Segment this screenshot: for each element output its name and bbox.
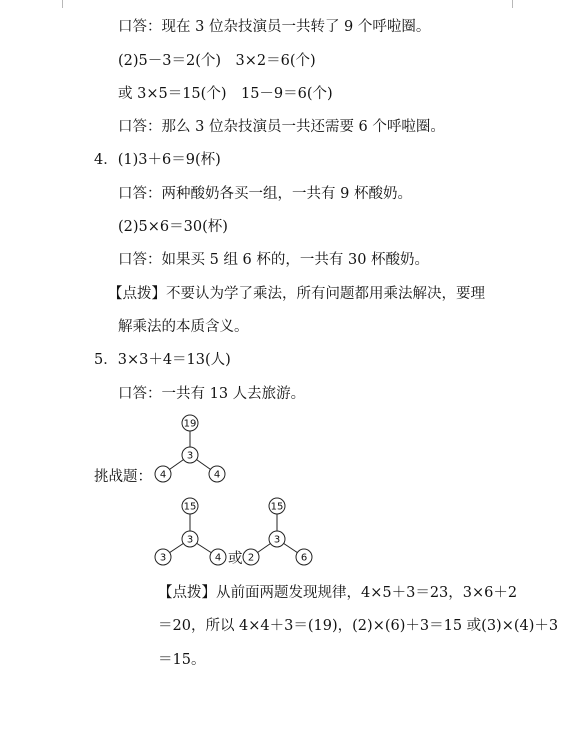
calc-line-7: (2)5×6＝30(杯) [118, 219, 228, 235]
answer-line-4: 口答：那么 3 位杂技演员一共还需要 6 个呼啦圈。 [118, 119, 445, 135]
answer-line-1: 口答：现在 3 位杂技演员一共转了 9 个呼啦圈。 [118, 19, 431, 35]
diagram-1-left-value: 4 [159, 469, 167, 481]
hint-line-10: 解乘法的本质含义。 [118, 319, 249, 335]
calc-line-2: (2)5－3＝2(个) 3×2＝6(个) [118, 53, 316, 69]
hint-line-9: 【点拨】不要认为学了乘法，所有问题都用乘法解决，要理 [108, 286, 485, 302]
answer-line-8: 口答：如果买 5 组 6 杯的，一共有 30 杯酸奶。 [118, 252, 430, 268]
question-5-calc: 5．3×3＋4＝13(人) [94, 352, 231, 368]
diagram-1-center-value: 3 [186, 450, 194, 462]
diagram-3 [243, 498, 312, 565]
hint-line-17: ＝15。 [158, 652, 206, 668]
diagram-3-right-value: 6 [300, 552, 308, 564]
diagram-2-left-value: 3 [159, 552, 167, 564]
diagram-1 [155, 415, 225, 482]
answer-line-12: 口答：一共有 13 人去旅游。 [118, 386, 306, 402]
answer-line-6: 口答：两种酸奶各买一组，一共有 9 杯酸奶。 [118, 186, 412, 202]
or-label: 或 [228, 551, 243, 567]
diagram-1-right-value: 4 [213, 469, 221, 481]
diagram-3-center-value: 3 [273, 534, 281, 546]
challenge-label: 挑战题： [94, 469, 152, 485]
hint-line-16: ＝20，所以 4×4＋3＝(19)，(2)×(6)＋3＝15 或(3)×(4)＋3 [158, 618, 559, 634]
question-4-calc: 4．(1)3＋6＝9(杯) [94, 152, 221, 168]
calc-line-3: 或 3×5＝15(个) 15－9＝6(个) [118, 86, 333, 102]
diagram-2-right-value: 4 [214, 552, 222, 564]
diagram-1-top-value: 19 [183, 418, 197, 430]
diagram-3-top-value: 15 [270, 501, 284, 513]
hint-line-15: 【点拨】从前面两题发现规律，4×5＋3＝23，3×6＋2 [158, 585, 518, 601]
diagram-2 [155, 498, 226, 565]
diagram-2-top-value: 15 [183, 501, 197, 513]
diagram-2-center-value: 3 [186, 534, 194, 546]
diagram-3-left-value: 2 [247, 552, 255, 564]
